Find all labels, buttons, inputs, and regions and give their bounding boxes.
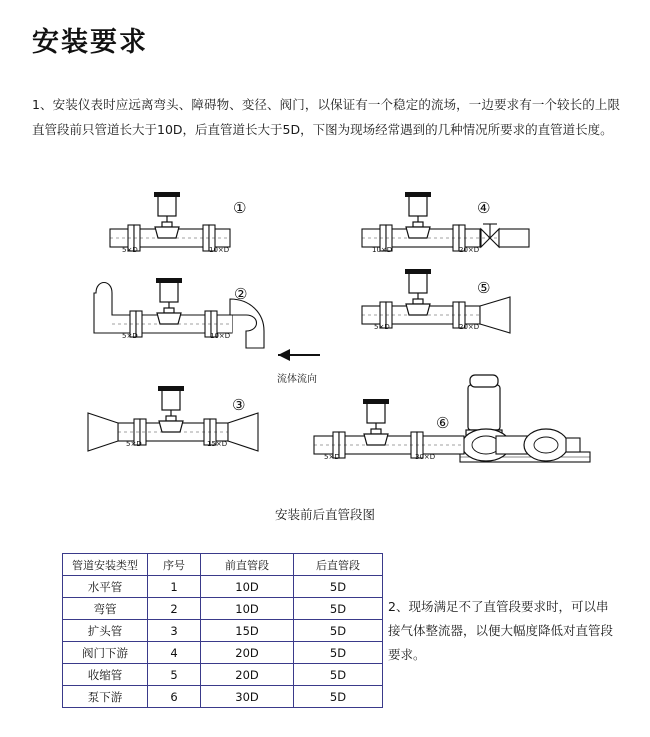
cell-back: 5D (294, 598, 383, 620)
cell-no: 3 (148, 620, 201, 642)
cell-no: 6 (148, 686, 201, 708)
table-header-type: 管道安装类型 (63, 554, 148, 576)
table-row (63, 598, 383, 620)
cell-type: 泵下游 (63, 686, 148, 708)
case-6-diagram (314, 375, 590, 462)
installation-diagram (0, 180, 650, 480)
case-2-diagram (94, 278, 264, 348)
cell-no: 2 (148, 598, 201, 620)
cell-back: 5D (294, 686, 383, 708)
cell-type: 收缩管 (63, 664, 148, 686)
straight-pipe-length-table (62, 553, 383, 708)
svg-text:10×D: 10×D (209, 246, 230, 254)
cell-type: 阀门下游 (63, 642, 148, 664)
svg-text:④: ④ (477, 199, 491, 217)
svg-text:5×D: 5×D (374, 323, 390, 331)
svg-text:⑤: ⑤ (477, 279, 491, 297)
cell-back: 5D (294, 620, 383, 642)
table-row (63, 686, 383, 708)
cell-back: 5D (294, 642, 383, 664)
table-header-row (63, 554, 383, 576)
svg-text:15×D: 15×D (207, 440, 228, 448)
cell-front: 20D (201, 664, 294, 686)
case-3-diagram (88, 386, 258, 451)
case-4-diagram (362, 192, 529, 254)
cell-back: 5D (294, 664, 383, 686)
cell-type: 水平管 (63, 576, 148, 598)
svg-text:5×D: 5×D (122, 332, 138, 340)
cell-no: 4 (148, 642, 201, 664)
svg-text:5×D: 5×D (324, 453, 340, 461)
table-header-back: 后直管段 (294, 554, 383, 576)
cell-type: 扩头管 (63, 620, 148, 642)
cell-front: 15D (201, 620, 294, 642)
cell-front: 10D (201, 576, 294, 598)
cell-no: 5 (148, 664, 201, 686)
table-row (63, 664, 383, 686)
svg-text:10×D: 10×D (372, 246, 393, 254)
page-title: 安装要求 (32, 27, 148, 58)
cell-no: 1 (148, 576, 201, 598)
svg-text:5×D: 5×D (122, 246, 138, 254)
svg-text:①: ① (233, 199, 247, 217)
cell-front: 10D (201, 598, 294, 620)
case-5-diagram (362, 269, 510, 333)
flow-direction-label: 流体流向 (277, 374, 317, 385)
installation-diagram-svg (0, 180, 650, 480)
table-header-front: 前直管段 (201, 554, 294, 576)
svg-text:20×D: 20×D (459, 246, 480, 254)
svg-text:30×D: 30×D (415, 453, 436, 461)
cell-front: 20D (201, 642, 294, 664)
cell-back: 5D (294, 576, 383, 598)
table-row (63, 642, 383, 664)
note-flow-conditioner: 2、现场满足不了直管段要求时，可以串接气体整流器，以便大幅度降低对直管段要求。 (388, 599, 614, 662)
svg-text:10×D: 10×D (210, 332, 231, 340)
table-header-no: 序号 (148, 554, 201, 576)
flow-direction-arrow (278, 349, 320, 361)
table-row (63, 576, 383, 598)
table-row (63, 620, 383, 642)
figure-caption: 安装前后直管段图 (274, 507, 375, 522)
cell-type: 弯管 (63, 598, 148, 620)
case-1-diagram (110, 192, 246, 254)
svg-text:③: ③ (232, 396, 246, 414)
svg-text:20×D: 20×D (459, 323, 480, 331)
svg-text:⑥: ⑥ (436, 414, 450, 432)
svg-text:②: ② (234, 285, 248, 303)
svg-text:5×D: 5×D (126, 440, 142, 448)
paragraph-installation-requirement: 1、安装仪表时应远离弯头、障碍物、变径、阀门，以保证有一个稳定的流场，一边要求有一个较长的上限直管段前只管道长大于10D，后直管道长大于5D，下图为现场经常遇到的几种情况所要求的直管道长度。 (32, 97, 620, 137)
cell-front: 30D (201, 686, 294, 708)
